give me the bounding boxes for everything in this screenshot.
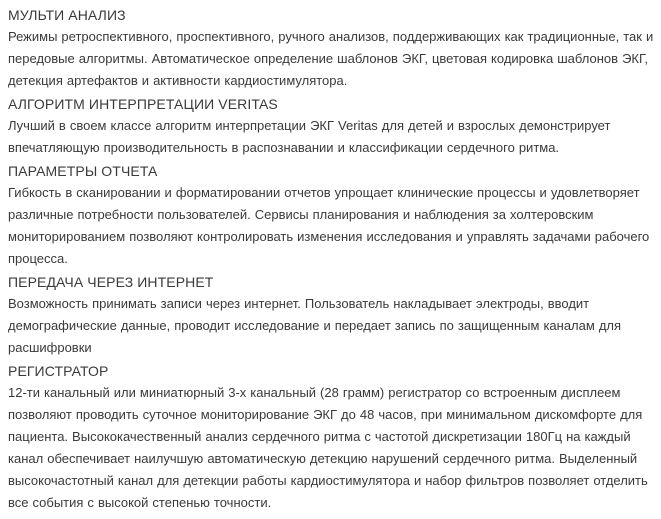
section-body: 12-ти канальный или миниатюрный 3-х канальный (28 грамм) регистратор со встроенным дисплеем позволяют проводить суточное мониторирование ЭКГ до 48 часов, при минимальном дискомфорте для пациента. Высококачественный анализ сердечного ритма с частотой дискретизации 180Гц на каждый канал обеспечивает наилучшую автоматическую детекцию нарушений сердечного ритма. Выделенный высокочастотный канал для детекции работы кардиостимулятора и набор фильтров позволяет отделить все события с высокой степенью точности. (8, 385, 648, 510)
section-title: РЕГИСТРАТОР (8, 363, 109, 379)
section-internet-transfer (8, 271, 661, 359)
section-title: ПАРАМЕТРЫ ОТЧЕТА (8, 163, 158, 179)
section-title: ПЕРЕДАЧА ЧЕРЕЗ ИНТЕРНЕТ (8, 274, 214, 290)
section-recorder (8, 360, 661, 514)
section-body: Режимы ретроспективного, проспективного, ручного анализов, поддерживающих как традиционные, так и передовые алгоритмы. Автоматическое определение шаблонов ЭКГ, цветовая кодировка шаблонов ЭКГ, детекция артефактов и активности кардиостимулятора. (8, 29, 654, 88)
section-body: Лучший в своем классе алгоритм интерпретации ЭКГ Veritas для детей и взрослых демонстрирует впечатляющую производительность в распознавании и классификации сердечного ритма. (8, 118, 611, 155)
section-report-parameters (8, 160, 661, 270)
section-veritas-algorithm (8, 93, 661, 159)
section-title: МУЛЬТИ АНАЛИЗ (8, 7, 126, 23)
section-title: АЛГОРИТМ ИНТЕРПРЕТАЦИИ VERITAS (8, 96, 278, 112)
section-multi-analysis (8, 4, 661, 92)
section-body: Гибкость в сканировании и форматировании отчетов упрощает клинические процессы и удовлетворяет различные потребности пользователей. Сервисы планирования и наблюдения за холтеровским мониторированием позволяют контролировать изменения исследования и управлять задачами рабочего процесса. (8, 185, 650, 266)
section-body: Возможность принимать записи через интернет. Пользователь накладывает электроды, вводит демографические данные, проводит исследование и передает запись по защищенным каналам для расшифровки (8, 296, 622, 355)
